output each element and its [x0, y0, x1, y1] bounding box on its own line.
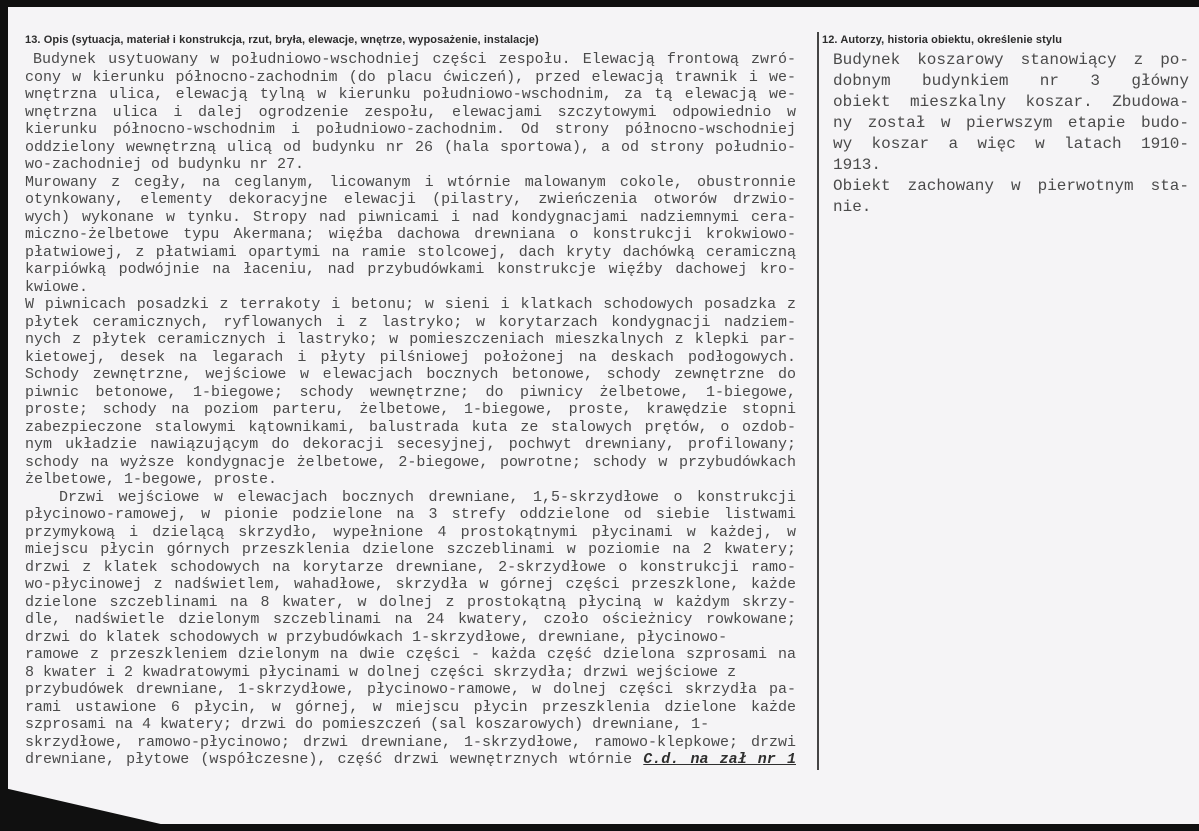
text-line: kierunku północno-wschodnim i południowo-zachodnim. Od strony północno-wschodniej — [25, 121, 796, 138]
text-line: wnętrzna ulica, elewacją tylną w kierunku południowo-wschodnim, za tą elewacją we- — [25, 86, 796, 103]
paragraph — [25, 489, 796, 769]
text-line: wych) wykonane w tynku. Stropy nad piwnicami i nad kondygnacjami nadziemnymi cera- — [25, 208, 796, 226]
text-line: schody na wyższe kondygnacje żelbetowe, 2-biegowe, powrotne; schody w przybudówkach — [25, 453, 796, 471]
paragraph — [833, 50, 1189, 176]
text-line: rami ustawione 6 płycin, w górnej, w miejscu płycin przeszklenia dzielone każde — [25, 698, 796, 716]
text-line: cony w kierunku północno-zachodnim (do placu ćwiczeń), przed elewacją trawnik i we- — [25, 68, 796, 86]
description-body — [25, 51, 796, 769]
column-divider-line — [817, 32, 819, 770]
authors-heading: 12. Autorzy, historia obiektu, określenie stylu — [822, 34, 1063, 46]
text-line: obiekt mieszkalny koszar. Zbudowa- — [833, 93, 1189, 111]
text-line: zabezpieczone stalowymi kątownikami, balustrada kuta ze stalowych prętów, o ozdob- — [25, 418, 796, 436]
text-line: ramowe z przeszkleniem dzielonym na dwie części - każda część dzielona szprosami na — [25, 646, 796, 663]
text-line: wo-płycinowej z nadświetlem, wahadłowe, skrzydła w górnej części przeszklone, każde — [25, 576, 796, 593]
authors-section-heading-wrap — [822, 34, 1192, 47]
text-line: piwnic betonowe, 1-biegowe; schody wewnętrzne; do piwnicy żelbetowe, 1-biegowe, — [25, 383, 796, 401]
text-fragment: drewniane, płytowe (współczesne), część drzwi wewnętrznych wtórnie — [25, 751, 633, 768]
authors-body — [833, 50, 1189, 218]
scan-edge-bottom — [0, 824, 1199, 831]
text-line: karpiówką podwójnie na łaceniu, nad przybudówkami konstrukcje więźby dachowej kro- — [25, 261, 796, 278]
text-line: płatwiowej, z płatwiami opartymi na ramie stolcowej, dach kryty dachówką ceramiczną — [25, 243, 796, 261]
text-line: Murowany z cegły, na ceglanym, licowanym i wtórnie malowanym cokole, obustronnie — [25, 173, 796, 191]
text-line: kietowej, desek na legarach i płyty pilśniowej położonej na deskach podłogowych. — [25, 348, 796, 366]
text-line: miejscu płycin górnych przeszklenia dzielone szczeblinami w poziomie na 2 kwatery; — [25, 541, 796, 558]
paragraph — [833, 176, 1189, 218]
scan-skew-corner — [0, 787, 165, 825]
text-line: wo-zachodniej od budynku nr 27. — [25, 156, 305, 173]
text-line: otynkowany, elementy dekoracyjne elewacji (pilastry, zwieńczenia otworów drzwio- — [25, 191, 796, 208]
text-line: szprosami na 4 kwatery; drzwi do pomieszczeń (sal koszarowych) drewniane, 1- — [25, 716, 710, 733]
text-line: dle, nadświetle dzielonym szczeblinami na 24 kwatery, czoło ościeżnicy rowkowane; — [25, 611, 796, 628]
text-line: przybudówek drewniane, 1-skrzydłowe, płycinowo-ramowe, w dolnej części skrzydła pa- — [25, 681, 796, 698]
text-line: wy koszar a więc w latach 1910- — [833, 135, 1189, 153]
text-line: wnętrzna ulica i dalej ogrodzenie zespołu, elewacjami szczytowymi odpowiednio w — [25, 103, 796, 121]
text-line: ny został w pierwszym etapie budo- — [833, 114, 1189, 132]
text-line: drzwi do klatek schodowych w przybudówkach 1-skrzydłowe, drewniane, płycinowo- — [25, 628, 728, 646]
text-line: skrzydłowe, ramowo-płycinowo; drzwi drewniane, 1-skrzydłowe, ramowo-klepkowe; drzwi — [25, 733, 796, 751]
paragraph — [25, 174, 796, 297]
paragraph — [25, 51, 796, 174]
text-line: żelbetowe, 1-begowe, proste. — [25, 471, 278, 488]
text-line-with-continuation — [25, 751, 796, 769]
text-line: kwiowe. — [25, 278, 89, 296]
description-section — [25, 34, 796, 769]
text-line: przymykową i dzielącą skrzydło, wypełnione 4 prostokątnymi płycinami w każdej, w — [25, 523, 796, 541]
text-line: oddzielony wewnętrzną ulicą od budynku nr 26 (hala sportowa), a od strony południo- — [25, 138, 796, 156]
text-line: nym układzie nawiązującym do dekoracji secesyjnej, pochwyt drewniany, profilowany; — [25, 436, 796, 453]
text-line: Obiekt zachowany w pierwotnym sta- — [833, 177, 1189, 195]
text-line: Budynek koszarowy stanowiący z po- — [833, 51, 1189, 69]
text-line: Budynek usytuowany w południowo-wschodniej części zespołu. Elewacją frontową zwró- — [33, 51, 796, 68]
text-line: płycinowo-ramowej, w pionie podzielone na 3 strefy oddzielone od siebie listwami — [25, 506, 796, 523]
text-line: drzwi z klatek schodowych na korytarze drewniane, 2-skrzydłowe o konstrukcji ramo- — [25, 558, 796, 576]
scan-edge-left — [0, 0, 8, 831]
text-line: 8 kwater i 2 kwadratowymi płycinami w dolnej części skrzydła; drzwi wejściowe z — [25, 663, 737, 681]
continuation-note: C.d. na zał nr 1 — [643, 751, 796, 768]
text-line: dzielone szczeblinami na 8 kwater, w dolnej z prostokątną płyciną w każdym skrzy- — [25, 593, 796, 611]
text-line: nie. — [833, 198, 872, 216]
scan-edge-top — [0, 0, 1199, 7]
text-line: płytek ceramicznych, ryflowanych i z lastryko; w korytarzach kondygnacji nadziem- — [25, 313, 796, 331]
text-line: dobnym budynkiem nr 3 główny — [833, 72, 1189, 90]
text-line: W piwnicach posadzki z terrakoty i betonu; w sieni i klatkach schodowych posadzka z — [25, 296, 796, 313]
text-line: Drzwi wejściowe w elewacjach bocznych drewniane, 1,5-skrzydłowe o konstrukcji — [59, 488, 796, 506]
description-heading: 13. Opis (sytuacja, materiał i konstrukcja, rzut, bryła, elewacje, wnętrze, wyposażenie, instalacje) — [25, 34, 539, 46]
text-line: Schody zewnętrzne, wejściowe w elewacjach bocznych betonowe, schody zewnętrzne do — [25, 366, 796, 383]
paragraph — [25, 296, 796, 489]
text-line: proste; schody na poziom parteru, żelbetowe, 1-biegowe, proste, krawędzie stopni — [25, 401, 796, 418]
text-line: nych z płytek ceramicznych i lastryko; w pomieszczeniach mieszkalnych z klepki par- — [25, 331, 796, 348]
text-line: miczno-żelbetowe typu Akermana; więźba dachowa drewniana o konstrukcji krokwiowo- — [25, 226, 796, 243]
text-line: 1913. — [833, 156, 882, 174]
